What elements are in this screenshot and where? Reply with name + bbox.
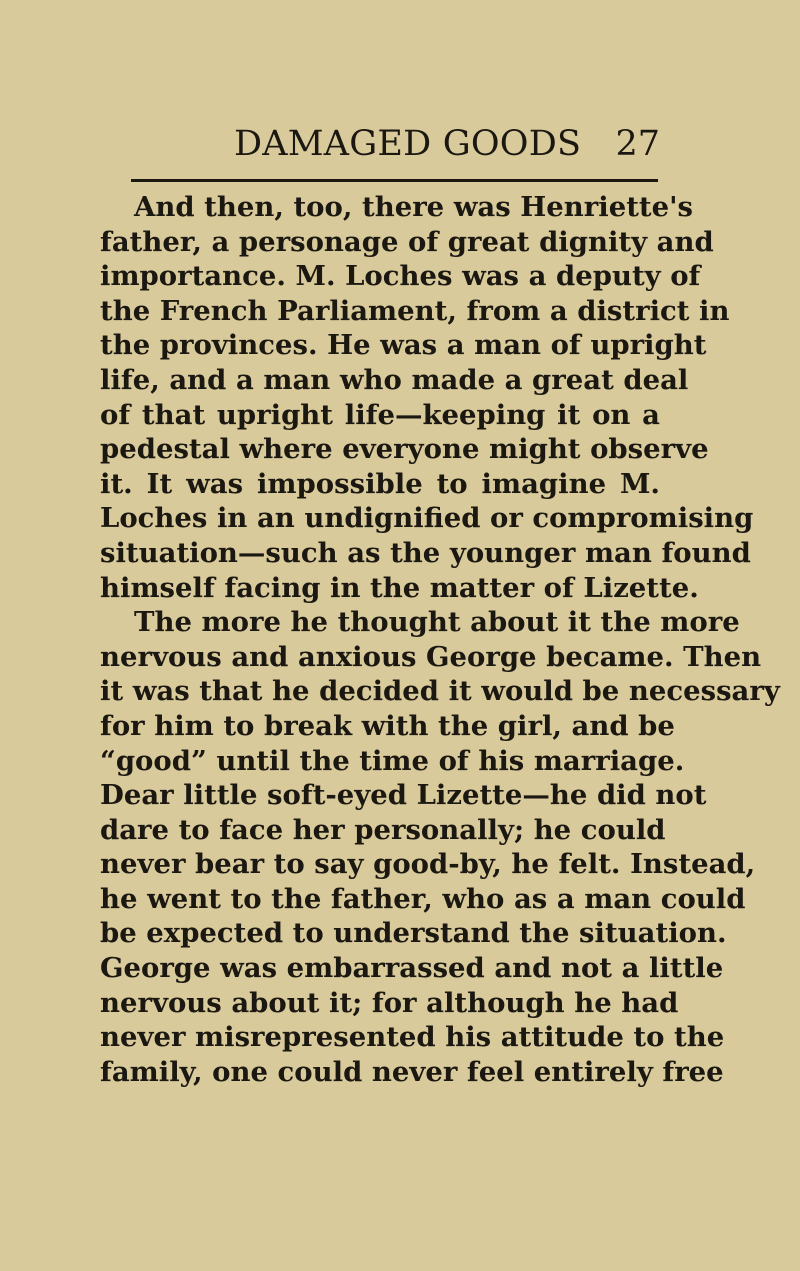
paragraph-2 (100, 605, 780, 1089)
text-line: of that upright life—keeping it on a (100, 398, 660, 431)
text-line: dare to face her personally; he could (100, 813, 666, 846)
text-line: the provinces. He was a man of upright (100, 329, 707, 362)
text-line: nervous about it; for although he had (100, 986, 679, 1019)
page-number: 27 (615, 124, 660, 164)
text-line: Loches in an undignified or compromising (100, 502, 754, 535)
text-line: situation—such as the younger man found (100, 536, 751, 569)
body-text (100, 190, 780, 1089)
text-line: the French Parliament, from a district in (100, 294, 730, 327)
text-line: family, one could never feel entirely free (100, 1055, 724, 1088)
text-line: nervous and anxious George became. Then (100, 640, 762, 673)
text-line: never bear to say good-by, he felt. Instead, (100, 848, 756, 881)
text-line: pedestal where everyone might observe (100, 433, 709, 466)
text-line: life, and a man who made a great deal (100, 363, 689, 396)
running-header (234, 124, 660, 174)
text-line: be expected to understand the situation. (100, 917, 727, 950)
text-line: himself facing in the matter of Lizette. (100, 571, 699, 604)
text-line: importance. M. Loches was a deputy of (100, 260, 701, 293)
text-line: he went to the father, who as a man could (100, 882, 746, 915)
text-line: it was that he decided it would be necessary (100, 675, 780, 708)
text-line: And then, too, there was Henriette's (134, 191, 694, 223)
text-line: never misrepresented his attitude to the (100, 1021, 725, 1054)
running-title: DAMAGED GOODS (234, 124, 582, 164)
text-line: George was embarrassed and not a little (100, 952, 724, 985)
text-line: it. It was impossible to imagine M. (100, 467, 660, 500)
text-line: father, a personage of great dignity and (100, 225, 714, 258)
header-rule (131, 179, 658, 182)
text-line: Dear little soft-eyed Lizette—he did not (100, 779, 707, 812)
paragraph-1 (100, 190, 754, 605)
text-line: “good” until the time of his marriage. (100, 744, 685, 777)
text-line: The more he thought about it the more (134, 606, 740, 639)
text-line: for him to break with the girl, and be (100, 709, 675, 742)
